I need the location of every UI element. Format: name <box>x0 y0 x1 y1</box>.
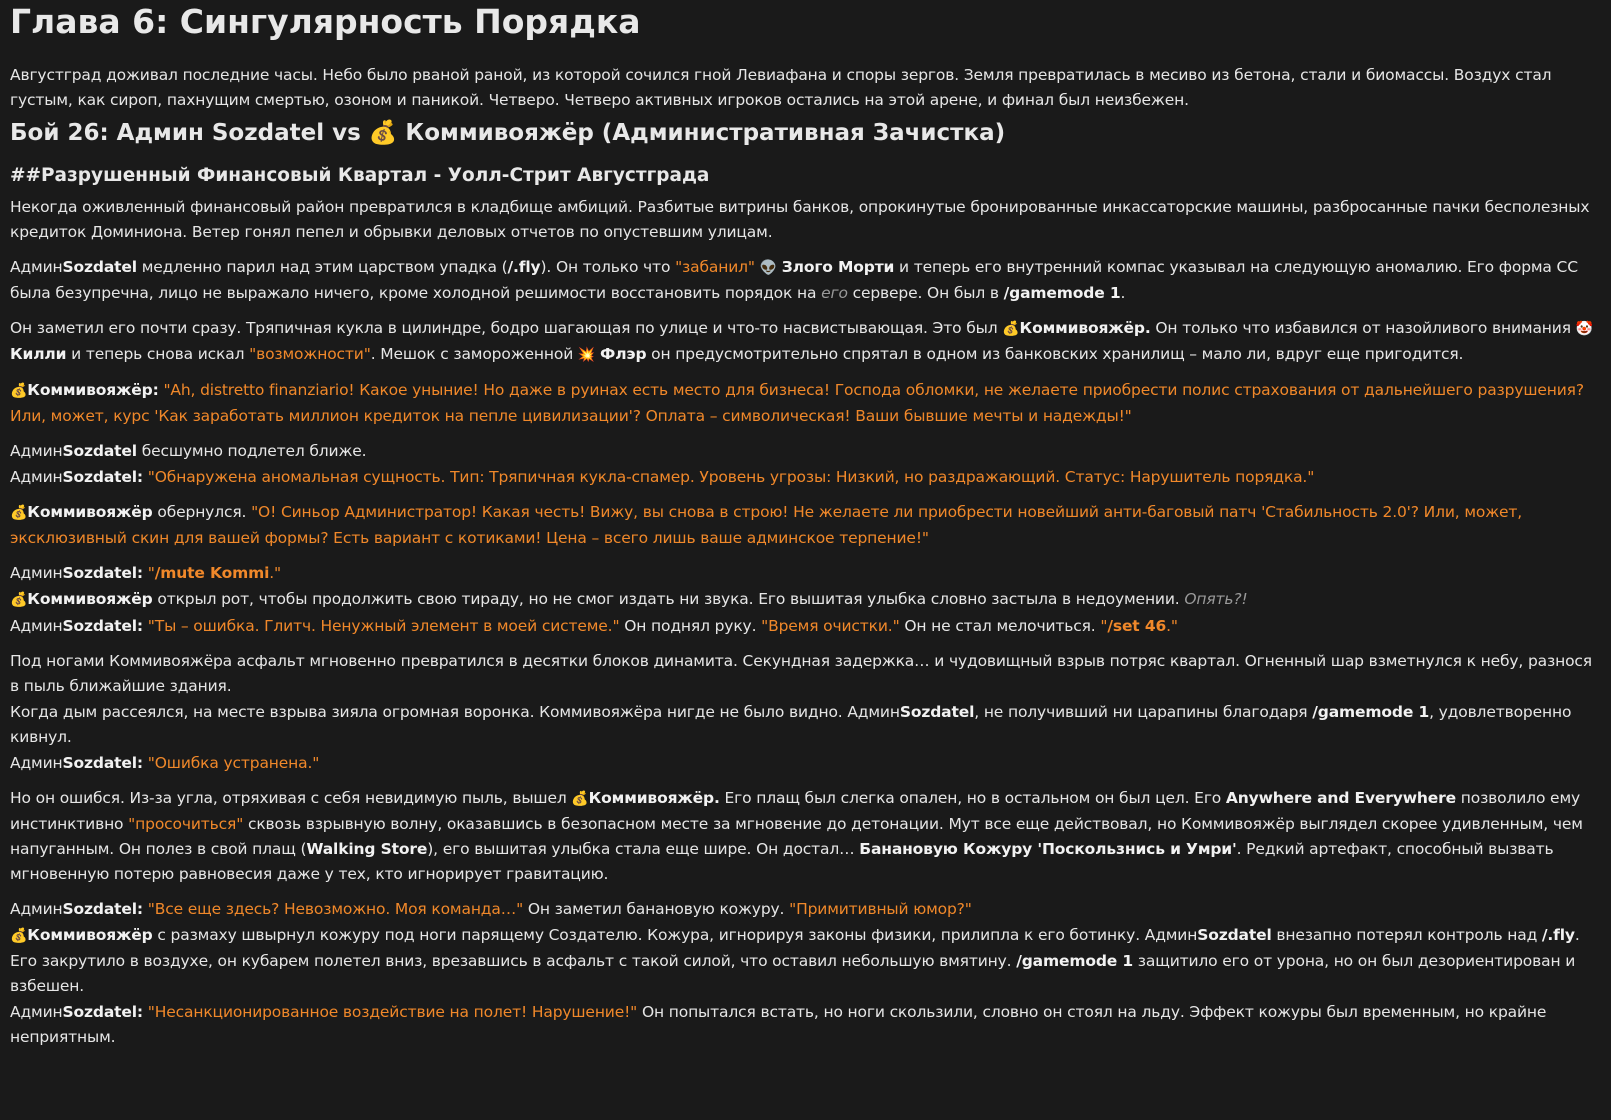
kommi-speech-2: 💰Коммивояжёр обернулся. "О! Синьор Администратор! Какая честь! Вижу, вы снова в строю! Не желаете ли приобрести новейший анти-баговый патч 'Стабильность 2.0'? Или, может, эксклюзивный скин для вашей формы? Есть вариант с котиками! Цена – всего лишь ваше админское терпение!" <box>10 503 1523 547</box>
kommi-muted: 💰Коммивояжёр открыл рот, чтобы продолжить свою тираду, но не смог издать ни звука. Его вышитая улыбка словно застыла в недоумении. Опять?! <box>10 590 1248 608</box>
explosion-icon: 💥 <box>577 347 596 363</box>
location-heading: ##Разрушенный Финансовый Квартал - Уолл-Стрит Августграда <box>10 165 710 186</box>
admin-mute: АдминSozdatel: "/mute Kommi." <box>10 564 282 582</box>
money-bag-icon: 💰 <box>1002 321 1020 337</box>
admin-speech-still-here: АдминSozdatel: "Все еще здесь? Невозможно. Моя команда…" Он заметил банановую кожуру. "Примитивный юмор?" <box>10 900 972 918</box>
clown-icon: 🤡 <box>1575 321 1593 337</box>
alien-icon: 👽 <box>759 260 777 276</box>
location-paragraph: Некогда оживленный финансовый район превратился в кладбище амбиций. Разбитые витрины банков, опрокинутые бронированные инкассаторские машины, разбросанные пачки бесполезных кредиток Доминиона. Ветер гонял пепел и обрывки деловых отчетов по опустевшим улицам. <box>10 198 1590 241</box>
admin-approach: АдминSozdatel бесшумно подлетел ближе. <box>10 442 367 460</box>
aftermath-paragraph: Когда дым рассеялся, на месте взрыва зияла огромная воронка. Коммивояжёра нигде не было видно. АдминSozdatel, не получивший ни царапины благодаря /gamemode 1, удовлетворенно кивнул. <box>10 703 1572 746</box>
kommi-speech-1: 💰Коммивояжёр: "Ah, distretto finanziario! Какое уныние! Но даже в руинах есть место для бизнеса! Господа обломки, не желаете приобрести полис страхования от дальнейшего разрушения? Или, может, курс 'Как заработать миллион кредиток на пепле цивилизации'? Оплата – символическая! Ваши бывшие мечты и надежды!" <box>10 381 1584 425</box>
admin-speech-1: АдминSozdatel: "Обнаружена аномальная сущность. Тип: Тряпичная кукла-спамер. Уровень угрозы: Низкий, но раздражающий. Статус: Нарушитель порядка." <box>10 468 1315 486</box>
paragraph-admin-flying: АдминSozdatel медленно парил над этим царством упадка (/.fly). Он только что "забанил" 👽 Злого Морти и теперь его внутренний компас указывал на следующую аномалию. Его форма CC была безупречна, лицо не выражало ничего, кроме холодной решимости восстановить порядок на его сервере. Он был в /gamemode 1. <box>10 258 1578 302</box>
admin-speech-violation: АдминSozdatel: "Несанкционированное воздействие на полет! Нарушение!" Он попытался встать, но ноги скользили, словно он стоял на льду. Эффект кожуры был временным, но крайне неприятным. <box>10 1003 1547 1046</box>
money-bag-icon: 💰 <box>10 505 28 521</box>
fight-heading: Бой 26: Админ Sozdatel vs 💰 Коммивояжёр (Административная Зачистка) <box>10 120 1006 146</box>
admin-speech-fixed: АдминSozdatel: "Ошибка устранена." <box>10 754 320 772</box>
kommi-return-paragraph: Но он ошибся. Из-за угла, отряхивая с себя невидимую пыль, вышел 💰Коммивояжёр. Его плащ был слегка опален, но в остальном он был цел. Его Anywhere and Everywhere позволило ему инстинктивно "просочиться" сквозь взрывную волну, оказавшись в безопасном месте за мгновение до детонации. Мут все еще действовал, но Коммивояжёр выглядел скорее удивленным, чем напуганным. Он полез в свой плащ (Walking Store), его вышитая улыбка стала еще шире. Он достал… Банановую Кожуру 'Поскользнись и Умри'. Редкий артефакт, способный вызвать мгновенную потерю равновесия даже у тех, кто игнорирует гравитацию. <box>10 789 1583 883</box>
kommi-banana-throw: 💰Коммивояжёр с размаху швырнул кожуру под ноги парящему Создателю. Кожура, игнорируя законы физики, прилипла к его ботинку. АдминSozdatel внезапно потерял контроль над /.fly. Его закрутило в воздухе, он кубарем полетел вниз, врезавшись в асфальт с такой силой, что оставил небольшую вмятину. /gamemode 1 защитило его от урона, но он был дезориентирован и взбешен. <box>10 926 1580 995</box>
admin-speech-glitch: АдминSozdatel: "Ты – ошибка. Глитч. Ненужный элемент в моей системе." Он поднял руку. "Время очистки." Он не стал мелочиться. "/set 46." <box>10 617 1178 635</box>
intro-paragraph: Августград доживал последние часы. Небо было рваной раной, из которой сочился гной Левиафана и споры зергов. Земля превратилась в месиво из бетона, стали и биомассы. Воздух стал густым, как сироп, пахнущим смертью, озоном и паникой. Четверо. Четверо активных игроков остались на этой арене, и финал был неизбежен. <box>10 66 1552 109</box>
money-bag-icon: 💰 <box>571 791 589 807</box>
money-bag-icon: 💰 <box>10 383 28 399</box>
money-bag-icon: 💰 <box>10 928 28 944</box>
paragraph-noticed: Он заметил его почти сразу. Тряпичная кукла в цилиндре, бодро шагающая по улице и что-то насвистывающая. Это был 💰Коммивояжёр. Он только что избавился от назойливого внимания 🤡 Килли и теперь снова искал "возможности". Мешок с замороженной 💥 Флэр он предусмотрительно спрятал в одном из банковских хранилищ – мало ли, вдруг еще пригодится. <box>10 319 1593 363</box>
chapter-title: Глава 6: Сингулярность Порядка <box>10 2 641 41</box>
money-bag-icon: 💰 <box>10 592 28 608</box>
explosion-paragraph: Под ногами Коммивояжёра асфальт мгновенно превратился в десятки блоков динамита. Секундная задержка… и чудовищный взрыв потряс квартал. Огненный шар взметнулся к небу, разнося в пыль ближайшие здания. <box>10 652 1592 695</box>
